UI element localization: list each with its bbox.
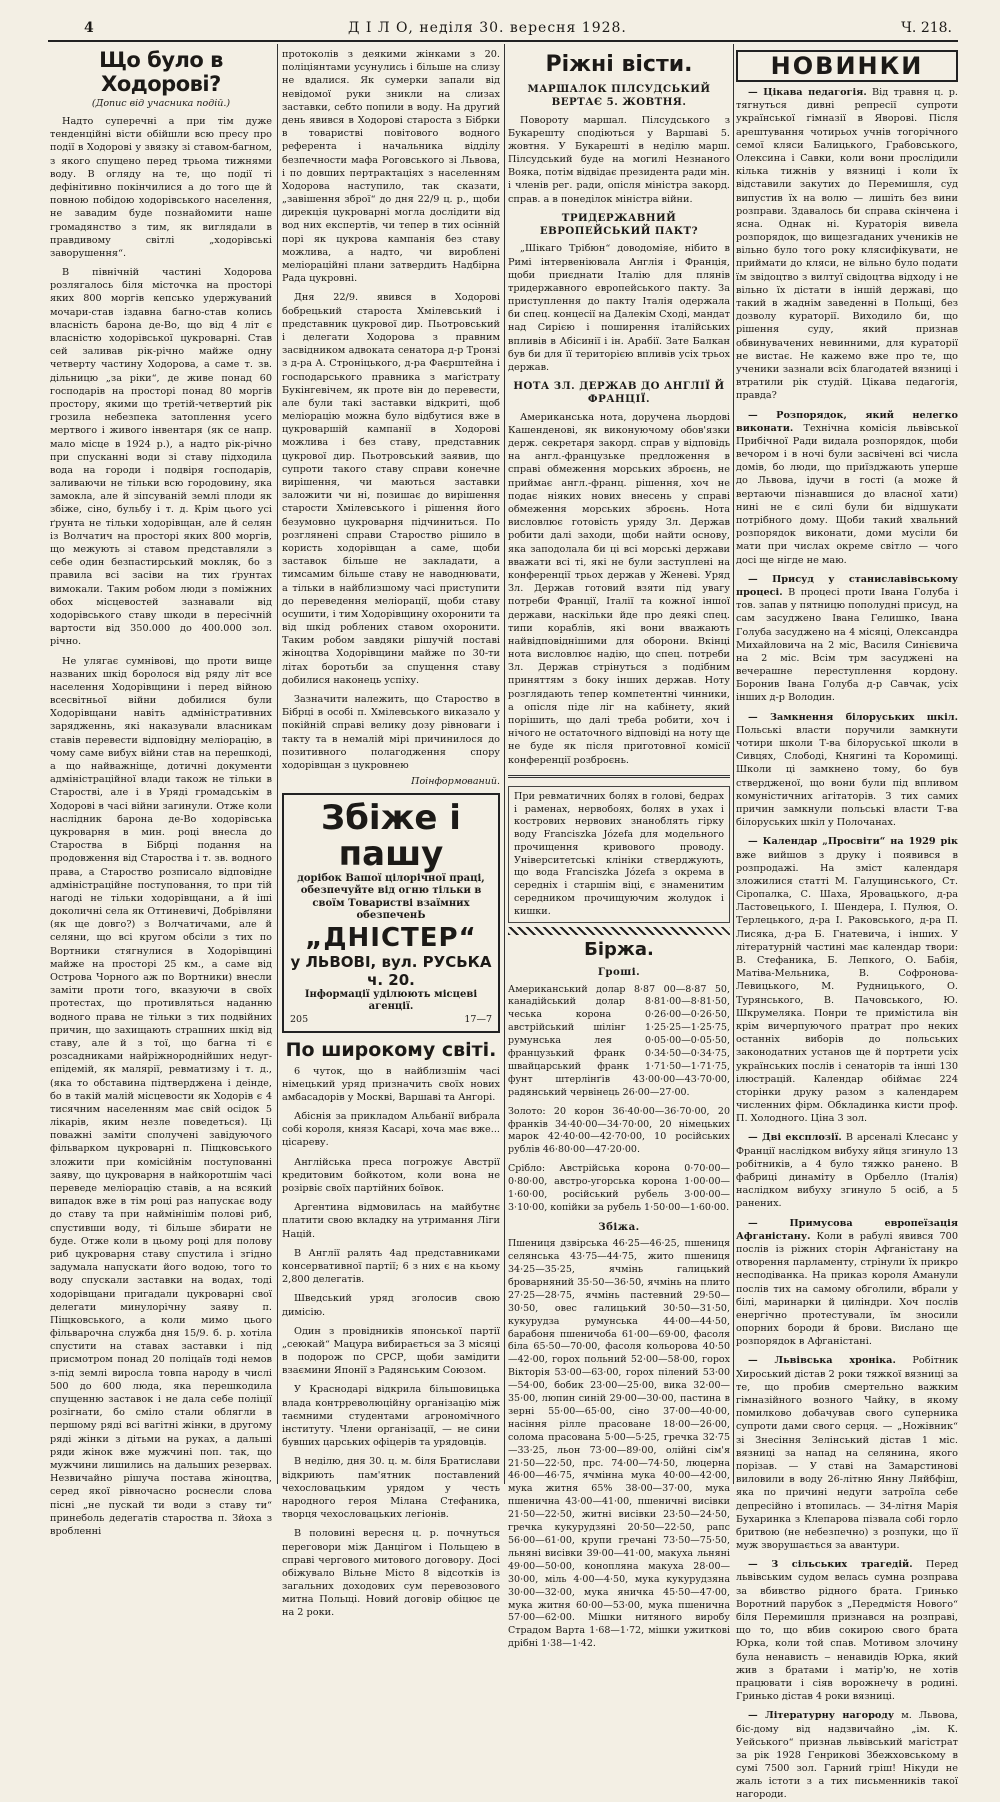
world-item: 6 чуток, що в найблизшім часі німецький уряд призначить своїх нових амбасадорів у Москві, Варшаві та Ангорі. bbox=[282, 1065, 500, 1103]
paragraph: Зазначити належить, що Староство в Бібрці в особі п. Хмілевського виказало у покійній справі велику дозу рівноваги і такту та в немалій мірі причинилося до позитивного полагодження спору ходорівщан з цукровнею bbox=[282, 694, 500, 771]
ad-company-name: „ДНІСТЕР“ bbox=[305, 922, 477, 953]
section-title-misc-news: Ріжні вісти. bbox=[545, 52, 693, 77]
news-item bbox=[736, 711, 958, 830]
news-item bbox=[736, 1131, 958, 1210]
newspaper-name-date: Д І Л О, неділя 30. вересня 1928. bbox=[348, 20, 627, 36]
news-item-text: Робітник Хироський дістав 2 роки тяжкої вязниці за те, що пробив смертельно важким гімназійного возного Чайку, в якому помилково добачував свого суперника супроти дами свого серця. — „Ножівник“ зі Знесіння Зелінський дістав 1 міс. вязниці за напад на селянина, якого порізав. — У ставі на Замарстинові виловили в воду 26-літню Янну Ляйбфіш, яка по причині недуги затроїла себе депресійно і втопилась. — 34-літня Марія Бухаринка з Клепарова пізвала собі горло бритвою (не небезпечно) з розпуки, що її муж зворушається за авантури. bbox=[736, 1355, 958, 1552]
ad-code-left: 205 bbox=[290, 1013, 309, 1025]
decorative-border bbox=[508, 927, 730, 935]
column-divider bbox=[733, 44, 734, 1484]
ad-code-right: 17—7 bbox=[464, 1013, 492, 1025]
news-item-text: м. Львова, біс-дому від надзвичайно „ім. К. Уейського“ признав львівський магістрат за рік 1928 Генрикові Збежховському в сумі 7500 зол. Гарний гріш! Нікуди не жаль істоти з а тих письменників такої нагороди. bbox=[736, 1710, 958, 1801]
column-divider bbox=[277, 44, 278, 1484]
world-item: Аргентина відмовилась на майбутнє платити свою вкладку на утримання Ліги Націй. bbox=[282, 1202, 500, 1240]
ad-text: дорібок Вашої цілорічної праці, обезпечуйте від огню тільки в своїм Товаристві взаїмних обезпеченЬ bbox=[297, 872, 485, 921]
column-3 bbox=[508, 48, 730, 1650]
world-item: В Англії ралять 4ад представниками консервативної партії; 6 з них є на кьому 2,800 делегатів. bbox=[282, 1247, 500, 1286]
section-title-novynky: НОВИНКИ bbox=[736, 50, 958, 82]
section-title-world: По широкому світі. bbox=[285, 1038, 497, 1061]
advertisement-dnister bbox=[282, 793, 500, 1032]
news-item-text: Коли в рабулі явився 700 послів із ріжних сторін Афганістану на отворення парламенту, стрінули їх прикро несподіванка. На приказ короля Аманули послів тих на самому обголили, вбрали у білі, маринарки й циліндри. Хоч послів енергічно протестували, їм зносили опорних бороди й брови. Вислано ще розпорядок в Афганістані. bbox=[736, 1230, 958, 1348]
news-item-text: Технічна комісія львівської Прибічної Ради видала розпорядок, щоби вечором і в ночі були засвічені всі числа домів, бо люди, що приїзджають уперше до Львова, ідучи в гості (а може й вертаючи пізнавшися до власної хати) нині не є силі були би відшукати потрібного дому. Щоби такий хвальний розпорядок виконати, доми мусіли би мати при числах окреме світло — чого досі ще нігде не маю. bbox=[736, 422, 958, 566]
news-item bbox=[736, 409, 958, 567]
news-item-lead: — Календар „Просвіти“ на 1929 рік bbox=[748, 836, 958, 848]
column-divider bbox=[504, 44, 505, 1484]
headline-us-note: НОТА ЗЛ. ДЕРЖАВ ДО АНГЛІЇ Й ФРАНЦІЇ. bbox=[513, 380, 725, 406]
headline-tripartite-pact: ТРИДЕРЖАВНИЙ ЕВРОПЕЙСЬКИЙ ПАКТ? bbox=[539, 211, 699, 238]
paragraph: Надто суперечні а при тім дуже тенденційні вісти обійшли всю пресу про події в Ходорові у звязку зі ставом-багном, з якого спущено перед трьома тижнями воду. В огляду на те, що події ті дефінітивно покінчилися а до того ще й повною побідою ходорівського населення, не завадим буде познайомити наше громадянство з тим, як виглядали в правдивому світлі „ходорівські заворушення“. bbox=[50, 116, 272, 259]
section-title-exchange: Біржа. bbox=[584, 939, 654, 961]
news-item-text: В арсеналі Клесанс у Франції наслідком вибуху яйця згинуло 13 робітників, а 4 було тяжко ранено. В фабриці динаміту в Орбелло (Італія) наслідком вибуху згинуло 5 осіб, а 5 ранених. bbox=[736, 1132, 958, 1210]
news-item bbox=[736, 1217, 958, 1349]
news-item-lead: — З сільських трагедій. bbox=[748, 1559, 913, 1571]
subheading-money: Гроші. bbox=[597, 966, 641, 979]
world-item: Один з провідників японської партії „сеюкай“ Мацура вибирається за 3 місяці в подорож по СРСР, щоби замідити взаємини Японії з Радянським Союзом. bbox=[282, 1325, 500, 1377]
world-item: Абіснія за прикладом Альбанії вибрала собі короля, князя Касарі, хоча має вже... цісареву. bbox=[282, 1111, 500, 1149]
world-item: У Краснодарі відкрила більшовицька влада контрреволюційну організацію між таємними студентами агрономічного інституту. Члени організації, — не сини бувших царських офіцерів та урядовців. bbox=[282, 1384, 500, 1449]
grain-prices: Пшениця дзвірська 46·25—46·25, пшениця селянська 43·75—44·75, жито пшениця 34·25—35·25, ячмінь галицький броварняний 35·50—36·50, ячмінь на плито 27·25—28·75, ячмінь пастевний 29·50—30·50, овес галицький 30·50—31·50, кукурудза румунська 44·00—44·50, барабоня пшеничоба 61·00—69·00, фасоля біла 65·50—70·00, фасоля кольорова 40·50—42·00, горох польний 52·00—58·00, горох Вікторія 53·00—63·00, горох пілений 53·00—54·00, бобик 23·00—25·00, вика 32·00—35·00, люпин синій 29·00—30·00, пастина в зерні 55·00—65·00, сіно 37·00—40·00, насіння рілле прасоване 18·00—26·00, солома прасована 5·00—5·25, гречка 32·75—33·25, льон 73·00—89·00, олійні сім'я 21·50—22·50, прс. 74·00—74·50, люцерна 46·00—46·75, ячмінна мука 40·00—42·00, мука житня 65% 38·00—37·00, мука пшенична 43·00—41·00, пшеничні висівки 21·50—22·50, житні висівки 23·50—24·50, гречка кукурудзяні 20·50—22·50, рапс 56·00—61·00, крупи гречані 73·50—75·50, льняні висівки 39·00—41·00, макуха льняні 49·00—50·00, конопляна макуха 28·00—30·00, міль 4·00—4·50, мука кукурудзяна 30·00—32·00, мука яничка 45·50—47·00, мука житня 60·00—53·00, мука пшенична 57·00—62·00. Мішки нитяного виробу Страдом Варта 1·68—1·72, мішки ужиткові дрібні 1·38—1·42. bbox=[508, 1238, 730, 1650]
column-2 bbox=[282, 48, 500, 1619]
paragraph: „Шікаго Трібюн“ доводоміяе, нібито в Римі інтервеніювала Англія і Франція, щоби приєднати Італію для плянів тридержавного европейського пакту. За приступлення до пакту Італія одержала би спец. концесії на Далекім Сході, мандат над Сирією і поширення італійських впливів в Абісинії і ін. Арабії. Зате Балкан був би для її територією впливів усіх трьох держав. bbox=[508, 243, 730, 373]
news-item bbox=[736, 835, 958, 1125]
news-item-lead: — Присуд у станиславівському процесі. bbox=[736, 573, 958, 598]
column-4 bbox=[736, 48, 958, 1801]
exchange-rates: Американський долар 8·87 00—8·87 50, канадійський долар 8·81·00—8·81·50, чеська корона 0·26·00—0·26·50, австрійський шілінг 1·25·25—1·25·75, румунська лея 0·05·00—0·05·50, французький франк 0·34·50—0·34·75, швайцарський франк 1·71·50—1·71·75, фунт штерлінґів 43·00·00—43·70·00, радянський червінець 26·00—27·00. bbox=[508, 983, 730, 1098]
headline-pilsudski: МАРШАЛОК ПІЛСУДСЬКИЙ ВЕРТАЄ 5. ЖОВТНЯ. bbox=[527, 83, 711, 109]
news-item-lead: — Розпорядок, який нелегко виконати. bbox=[736, 409, 958, 434]
article-signature: Поінформований. bbox=[411, 776, 500, 788]
divider bbox=[508, 775, 730, 778]
advertisement-franz-josef-water: При ревматичних болях в голові, бедрах і раменах, нервобоях, болях в ухах і кострових нервових знаноблять гірку воду Franciszka Józefa для модельного прочищення кривового проводу. Університетські клініки стверджують, що вода Franciszka Józefa з окрема в середніх і старшім віці, є знаменитим середником прочищуючим жолудок і кишки. bbox=[508, 786, 730, 924]
news-item-text: Польські власти поручили замкнути чотири школи Т-ва білоруської школи в Сивцях, Слободі, Княгині та Коромищі. Школи ці замкнено тому, бо був ствердженої, що вони були під впливом комуністичних агітаторів. З тих самих причин замкнули польські власти Т-ва білоруських шкіл у Полочанах. bbox=[736, 724, 958, 829]
news-item-lead: — Примусова европеїзація Афганістану. bbox=[736, 1217, 958, 1242]
subheading-grain: Збіжа. bbox=[598, 1220, 640, 1233]
paragraph: Дня 22/9. явився в Ходорові бобрецький староста Хмілевський і представник цукрової дир. Пьотровський і делегати Ходорова з правним засвідником адвоката сенатора д-р Тронзі з д-ра А. Строніцького, д-ра Фаєрштейна і господарського правника з маґістрату Букінгевічем, як проте він до перевести, але були такі заставки відкриті, щоб меліорацію можна було відбутися вже в цукроваршій кампанії в Ходорові можлива і без ставу, представник цукрової дир. Пьотровський заявив, що супроти такого ставу справи конечне вирішення, чи маються заставки заложити чи ні, позишає до вирішення старости Хмілевського і рішення його безумовно цукроварня підчиниться. По розглянені справи Староство рішило в користь ходорівщан а саме, щоби заставок більше не закладати, а тимсамим більше ставу не наводнювати, а тільки в найблизшому часі приступити до переведення меліорації, щоби ставу осушити, і тим Ходорівщину охоронити та від шкід роблених ставом охоронити. Таким робом завдяки рішучій поставі жіноцтва Ходорівщини майже по 30-ти літах боротьби за спущення ставу добилися наконець успіху. bbox=[282, 292, 500, 686]
paragraph: Американська нота, доручена льордові Кашенденові, як виконуючому обов'язки держ. секретаря закорд. справ у відповідь на англ.-французьке предложення в справі обмеження морських зброєнь, не приймає англ.-франц. рішення, хоч не подає ніяких нових внесень у справі обмеження морських зброєнь. Нота висловлює готовість уряду Зл. Держав робити далі заходи, щоби найти основу, яка заподолала би ці всі морські держави вважати всі ті, які не були заступлені на конференції трьох держав у Женеві. Уряд Зл. Держав готовий взяти під увагу потреби Франції, Італії та кожної іншої держави, наскільки йде про деякі спец. типи кораблів, які вони вважають найвідповіднішими для оборони. Вкінці нота висловлює надію, що спец. потреби Зл. Держав стрінуться з подібним приняттям з боку інших держав. Ноту розглядають тепер компетентні чинники, а опісля піде ліг на кабінету, який порішить, що далі треба робити, хоч і нічого не остаточного відповіді на ноту ще не буде як після приготовної комісії конференції розброєнь. bbox=[508, 411, 730, 766]
news-item-lead: — Цікава педагогія. bbox=[748, 87, 867, 98]
world-item: Англійська преса погрожує Австрії кредитовим бойкотом, коли вона не розірвіє своїх партійних боївок. bbox=[282, 1156, 500, 1194]
world-item: Шведський уряд зголосив свою димісію. bbox=[282, 1293, 500, 1318]
paragraph: Не улягає сумнівові, що проти вище названих шкід боролося від ряду літ все населення Ходорівщини і перед війною всесвітньої війни добилися були Ходорівщани навіть адміністративних зарядженнь, які наказували власникам ставів перевести відповідну меліорацію, в чому саме вибух війни став на перешкоді, а що найважніще, дотичні документи адміністраційної влади також не тільки в Старостві, але і в Уряді громадськім в Ходорові в часі війни загинули. Отже коли наслідник барона де-Во ходорівська цукроварня в мин. році внесла до Староства в Бібрці подання на продовження від Староства і т. зв. водного права, а Староство розписало відповідне адміністраційне поступовання, то при тій нагоді не тільки ходорівщани, а й іші доколичні села як Оттиневичі, Добрівляни (як ще довго?) з Волчатичами, але й селяни, що всі кругом обсіли з тих по Вортники стягнулися в Ходорівщині майже на просторі 25 км., а саме від Острова Чорного аж по Вортники) внесли заміти проти того, вказуючи в своїх протестах, що противляться наданню водного права не тільки з тих подвійних причин, що захищають страшних шкід від ставу, але й з тої, що багна ті є розсадниками найріжнороднійших недуг-епідемій, як малярії, ревматизму і т. д., (яка то обставина підтверджена і деінде, бо в такій малій місцевости як Ходорів є 4 тисячним населенням має свій осідок 5 лікарів, яким незле поведеться). Ці поважні заміти сполучені завідуючого фільварком цукроварні п. Піщковського зложити при комісійнім поступованні заяву, що цукроварня в найкоротшім часі переведе меліорацію ставів, а на всякий випадок вже в тім році раз напускає воду до ставу та при наймінішім полові риб, спустивши воду, ті більше збирати не буде. Отже коли в цьому році для полову риб цукроварня ставу спустила і згідно задумала напускати його водою, того то воду спускали заставки на водах, тоді ходорівщани пригадали цукроварні свої делегати минулорічну заяву п. Піщковського, а коли мимо цього фільварочна служба дня 15/9. б. р. хотіла спустити на ставах заставки і під присмотром понад 20 поліцаїв тоді немов з-під землі виросла товпа народу в числі 500 до 600 люда, яка перешкодила спущенню заставок і не дала себе поліції розігнати, бо сміло стали облягли в першому ряді всі вагітні жінки, в другому ряді жінки з дітьми на руках, а дальші ряди жінок вже мужчині поп. так, що мужчини лишились на дальших резервах. Незвичайно рішуча постава жіноцтва, серед якої рівночасно роснесли слова пісні „не пускай ти води з ставу ти“ принеболь дедегатів староства п. Зйоха з вробленні bbox=[50, 655, 272, 1537]
news-item bbox=[736, 86, 958, 403]
news-item-text: вже вийшов з друку і появився в розпродажі. На зміст календаря зложилися статті М. Галущинського, Ст. Сіропалка, С. Шаха, Яровацького, д-ра Ластовецького, І. Шендера, І. Пулюя, О. Терлецького, д-ра І. Раковського, д-ра П. Лисяка, д-ра Б. Гнатевича, і інших. У літературній частині має календар твори: В. Стефаника, Б. Лепкого, О. Бабія, Матіва-Мельника, В. Софронова-Левицького, М. Рудницького, О. Турянського, В. Пачовського, Ю. Шкрумеляка. Понри те примістила він крім вичерпуючого пратрат про неких останніх виборів до польських законодатних установ ще й портрети усіх українських послів і сенаторів та інші 130 ілюстрацій. Календар обіймає 224 сторінки друку разом з календарем численних фірм. Обкладинка кисти проф. П. Холодного. Ціна 3 зол. bbox=[736, 849, 958, 1125]
news-item-lead: — Дві експлозії. bbox=[748, 1132, 842, 1144]
ad-address: у ЛЬВОВІ, вул. РУСЬКА ч. 20. bbox=[290, 952, 492, 989]
news-item-lead: — Замкнення білоруських шкіл. bbox=[748, 711, 958, 723]
news-item-text: В процесі проти Івана Голуба і тов. запав у пятницю пополудні присуд, на сам засуджено Івана Гелишко, Івана Голуба засуджено на 4 місяці, Олександра Михайловича на 2 міс, Василя Синієвича на 2 міс. Всім трм засуджені на вечерашне переступлення кордону. Боронив Івана Голуба д-р Савчак, усіх інших д-р Володин. bbox=[736, 586, 958, 704]
ad-headline: Збіже і пашу bbox=[321, 798, 461, 874]
article-subtitle: (Допис від учасника подій.) bbox=[91, 98, 231, 109]
ad-info: Інформації уділюють місцеві агенції. bbox=[304, 988, 478, 1012]
paragraph: В північній частині Ходорова розлягалось біля місточка на просторі яких 800 моргів кепсько удержуваний мочари-став іздавна багно-став колись власність барона де-Во, що від 4 літ є власністю ходорівської цукроварні. Став сей заливав рік-річно майже одну четверту частину Ходорова, а саме т. зв. дільницю „за ріки“, де живе понад 60 господарів на просторі понад 80 моргів простору, якими що третій-четвертий рік грозила небезпека затоплення усего мертвого і живого інвентаря (як се напр. мало місце в 1924 р.), а надто рік-річно при спусканні води зі ставу підходила вода на городи і подвіря господарів, заливаючи не тільки всю городовину, яка замокла, але й зіпсуваній землі плоди як збіже, сіно, бульбу і т. д. Крім цього усі ґрунта не тільки ходорівщан, але й селян із Волчатич на просторі яких 800 моргів, що межують зі ставом представляли з себе один безпастирський мокляк, бо з правила всі засіви на тих ґрунтах вимокали. Таким робом люди з поміжних обох місцевостей зазнавали від ходорівського ставу шкоди в пересічній вартости від 350.000 до 400.000 зол. річно. bbox=[50, 267, 272, 648]
news-item bbox=[736, 1354, 958, 1552]
news-item-text: Від травня ц. р. тягнуться дивні репресії супроти української гімназії в Яворові. Після арештування чотирьох учнів тогорічного семої кляси Балицького, Грабовського, Олексина і Савки, коли вони прослідили кілька тижнів у вязниці і коли їх відставили закутих до Перемишля, суд випустив їх на волю — лишіть без вини розправи. Здавалось би справа скінчена і ясна. Однак ні. Кураторія вивела розпорядок, що вищезгаданих учеників не вільно було тогo року клясифікувати, не приймати до кляси, не вільно було подати їм звідоцтво з вилтуї свідоцтва відходу і не вільно їх дістати в іншій державі, що такий в жаднім заведенні в Польщі, без дозволу кураторії. Виходило би, що рішення суду, який признав обвинувачених невинними, для кураторії не вистає. Не кажемо вже про те, що ученики зазнали всіх благодатей вязниці і втратили рік студій. Цікава педагогія, правда? bbox=[736, 87, 958, 402]
news-item-text: Перед львівським судом велась сумна розправа за вбивство рідного брата. Гринько Воротний парубок з „Передмістя Нового“ біля Перемишля признався на розправі, що то, що вбив сокирою свого брата Юрка, коли той спав. Мотивом злочину була ненависть ‒ ненавидів Юрка, який жив з братами і матір'ю, не хотів працювати і сіяв ворожнечу в родині. Гринько дістав 4 роки вязниці. bbox=[736, 1559, 958, 1703]
news-item bbox=[736, 1558, 958, 1703]
exchange-section bbox=[508, 939, 730, 1651]
article-title-khodoriv: Що було в Ходорові? bbox=[99, 48, 223, 96]
exchange-silver: Срібло: Австрійська корона 0·70·00—0·80·00, австро-угорська корона 1·00·00—1·60·00, російський рубель 3·00·00—3·10·00, копійки за рубель 1·50·00—1·60·00. bbox=[508, 1163, 730, 1213]
news-item bbox=[736, 1709, 958, 1801]
news-item-lead: — Літературну нагороду bbox=[748, 1710, 895, 1722]
paragraph: протоколів з деякими жінками з 20. поліціянтами усунулись і більше на слизу не вдалися. Як сумерки запали від невідомої руки зникли на слизах заставки, себто попили в воду. На другий день явився в Ходорові староста з Бібрки в товаристві повітового водного референта і начальника відділу безпечности мафа Роговського зі Львова, і по довших пертрактаціях з населенням Ходорова наступило, так сказати, „завішення зброї“ до дня 22/9 ц. р., щоби дирекція цукроварні могла дослідити від вод них експертів, чи тепер в тих осінній порі як цукрова кампанія без ставу можлива, а надто, чи вироблені меліораційні плани затвердить Надбірна Рада цукровні. bbox=[282, 49, 500, 285]
issue-number: Ч. 218. bbox=[901, 20, 952, 36]
page-number: 4 bbox=[84, 20, 94, 36]
column-1 bbox=[50, 48, 272, 1537]
paragraph: Поворотy маршал. Пілсудського з Букарешту сподіються у Варшаві 5. жовтня. У Букарешті в неділю марш. Пілсудський буде на могилі Незнаного Вояка, потім відвідає президента ради мін. і членів рег. ради, опісля міністра закорд. справ. а в понеділок міністра війни. bbox=[508, 114, 730, 205]
news-item-lead: — Львівська хроніка. bbox=[748, 1355, 896, 1367]
world-item: В неділю, дня 30. ц. м. біля Братислави відкриють пам'ятник поставлений чехословацьким урядом у честь народного героя Мілана Стефаника, творця чехословацьких легіонів. bbox=[282, 1456, 500, 1521]
masthead bbox=[48, 14, 958, 42]
exchange-gold: Золото: 20 корон 36·40·00—36·70·00, 20 франків 34·40·00—34·70·00, 20 німецьких марок 42·40·00—42·70·00, 10 російських рублів 46·80·00—47·20·00. bbox=[508, 1105, 730, 1156]
news-item bbox=[736, 573, 958, 705]
world-item: В половині вересня ц. р. почнуться переговори між Данцігом і Польщею в справі чергового митового договору. Досі обіжувало Вільне Місто 8 відсотків із загальних доходових сум перевозового митна Польщі. Новий договір обіцює це на 2 роки. bbox=[282, 1528, 500, 1619]
